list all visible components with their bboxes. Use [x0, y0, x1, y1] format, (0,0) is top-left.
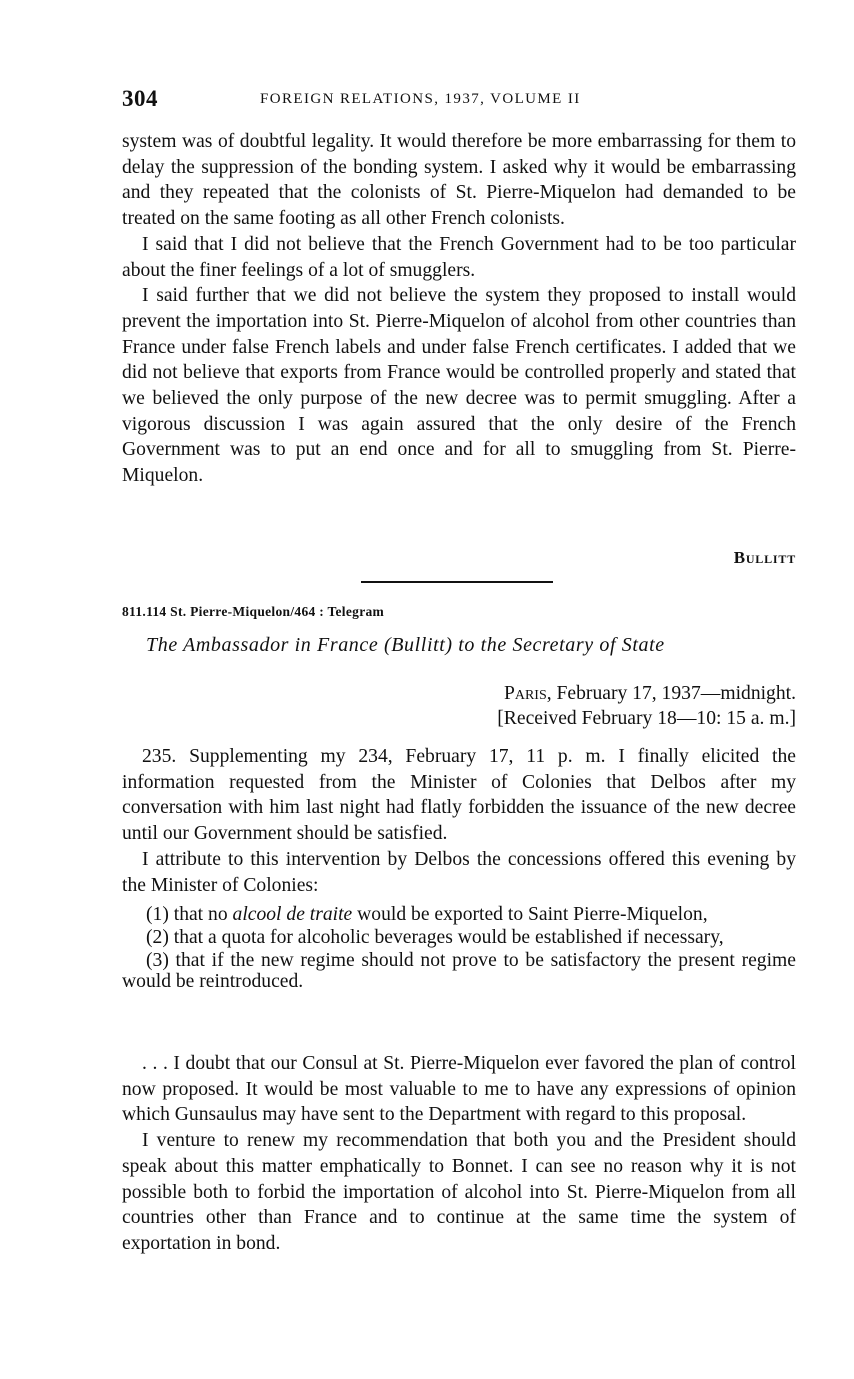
file-reference: 811.114 St. Pierre-Miquelon/464 : Telegram	[122, 604, 385, 619]
continued-text	[122, 129, 796, 489]
dateline-received: [Received February 18—10: 15 a. m.]	[497, 708, 796, 729]
list-item: (2) that a quota for alcoholic beverages would be established if necessary,	[146, 927, 724, 948]
paragraph: I said further that we did not believe the system they proposed to install would prevent the importation into St. Pierre-Miquelon of alcohol from other countries than France under false French labels and under false French certificates. I added that we did not believe that exports from France would be controlled properly and stated that we believed the only purpose of the new decree was to permit smuggling. After a vigorous discussion I was again assured that the only desire of the French Government was to put an end once and for all to smuggling from St. Pierre-Miquelon.	[122, 285, 796, 487]
running-head: FOREIGN RELATIONS, 1937, VOLUME II	[260, 91, 581, 107]
dateline-sent	[504, 683, 796, 705]
paragraph: . . . I doubt that our Consul at St. Pierre-Miquelon ever favored the plan of control now proposed. It would be most valuable to me to have any expressions of opinion which Gunsaulus may have sent to the Department with regard to this proposal.	[122, 1053, 796, 1126]
dateline-place: Paris	[503, 683, 547, 704]
paragraph: I said that I did not believe that the French Government had to be too particular about the finer feelings of a lot of smugglers.	[122, 233, 796, 281]
page-header	[122, 86, 796, 116]
concessions-list	[122, 904, 796, 994]
list-item-text: would be exported to Saint Pierre-Miquelon,	[352, 904, 708, 925]
paragraph: 235. Supplementing my 234, February 17, 11 p. m. I finally elicited the information requested from the Minister of Colonies that Delbos after my conversation with him last night had flatly forbidden the issuance of the new decree until our Government should be satisfied.	[122, 746, 796, 845]
dateline-date: , February 17, 1937—midnight.	[546, 683, 796, 704]
paragraph: I attribute to this intervention by Delbos the concessions offered this evening by the Minister of Colonies:	[122, 848, 796, 896]
telegram-body-continued	[122, 1051, 796, 1257]
section-divider	[361, 581, 553, 583]
list-item: (3) that if the new regime should not prove to be satisfactory the present regime would be reintroduced.	[122, 950, 796, 992]
page-number: 304	[122, 86, 158, 111]
list-item-italic: alcool de traite	[232, 904, 353, 925]
list-item	[122, 904, 796, 925]
telegram-body	[122, 744, 796, 898]
paragraph: I venture to renew my recommendation that both you and the President should speak about this matter emphatically to Bonnet. I can see no reason why it is not possible both to forbid the importation of alcohol into St. Pierre-Miquelon from all countries other than France and to continue at the same time the system of exportation in bond.	[122, 1130, 796, 1254]
signature: Bullitt	[733, 548, 796, 567]
document-title: The Ambassador in France (Bullitt) to the Secretary of State	[146, 634, 665, 656]
list-item-text: (1) that no	[146, 904, 233, 925]
paragraph: system was of doubtful legality. It would therefore be more embarrassing for them to delay the suppression of the bonding system. I asked why it would be embarrassing and they repeated that the colonists of St. Pierre-Miquelon had demanded to be treated on the same footing as all other French colonists.	[122, 131, 796, 230]
